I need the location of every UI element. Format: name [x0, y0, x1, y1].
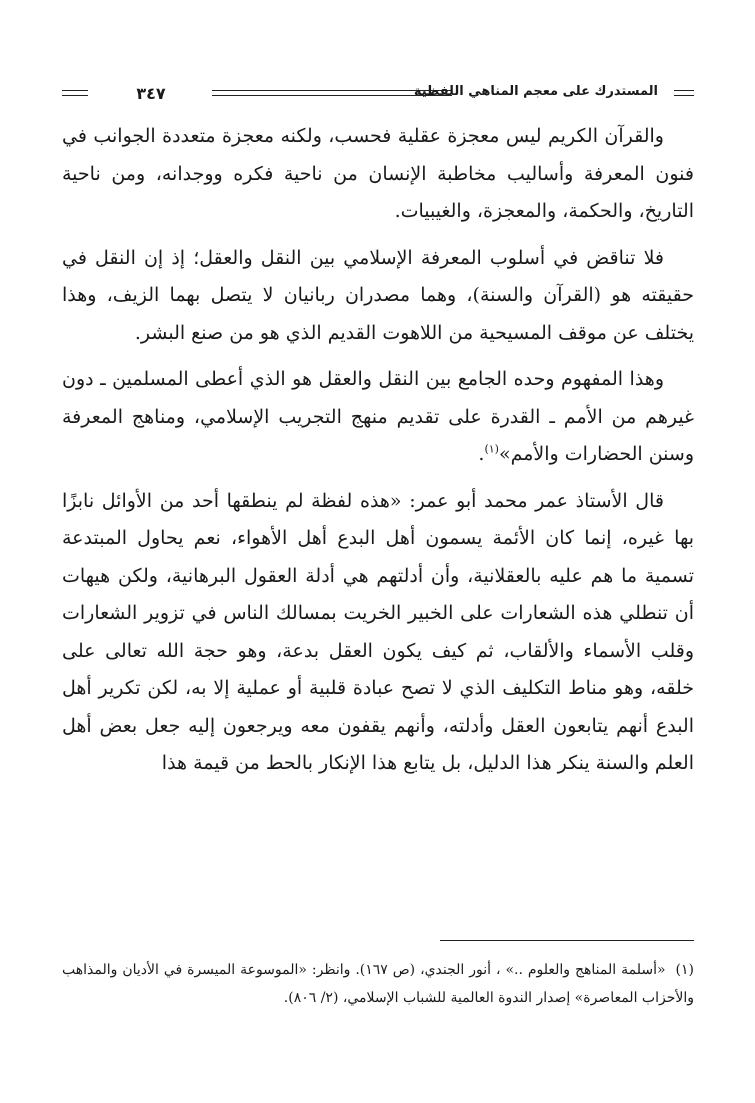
footnote-marker: (١) [675, 962, 694, 978]
footnote-text: «أسلمة المناهج والعلوم ..» ، أنور الجندي، (ص ١٦٧). وانظر: «الموسوعة الميسرة في الأديان والمذاهب والأحزاب المعاصرة» إصدار الندوة العالمية للشباب الإسلامي، (٢/ ٨٠٦). [62, 962, 694, 1006]
paragraph-4: قال الأستاذ عمر محمد أبو عمر: «هذه لفظة لم ينطقها أحد من الأوائل نابزًا بها غيره، إنما كان الأئمة يسمون أهل البدع أهل الأهواء، نعم يحاول المبتدعة تسمية ما هم عليه بالعقلانية، وأن أدلتهم هي أدلة العقول البرهانية، ولكن هيهات أن تنطلي هذه الشعارات على الخبير الخريت بمسالك الناس في تزوير الشعارات وقلب الأسماء والألقاب، ثم كيف يكون العقل بدعة، وهو حجة الله تعالى على خلقه، وهو مناط التكليف الذي لا تصح عبادة قلبية أو عملية إلا به، لكن تكرير أهل البدع أنهم يتابعون العقل وأدلته، وأنهم يقفون معه ويرجعون إليه جعل بعض أهل العلم والسنة ينكر هذا الدليل، بل يتابع هذا الإنكار بالحط من قيمة هذا [62, 489, 694, 774]
running-header [62, 80, 694, 110]
running-title: المستدرك على معجم المناهي اللفظية [413, 84, 658, 99]
footnote [62, 956, 694, 1012]
page-number: ٣٤٧ [136, 84, 166, 103]
paragraph-3-text: وهذا المفهوم وحده الجامع بين النقل والعقل هو الذي أعطى المسلمين ـ دون غيرهم من الأمم ـ القدرة على تقديم منهج التجريب الإسلامي، ومناهج المعرفة وسنن الحضارات والأمم» [62, 368, 694, 465]
paragraph-3 [62, 361, 694, 474]
header-rule-right [674, 90, 694, 96]
footnote-separator [440, 940, 694, 941]
header-rule-left [62, 90, 88, 96]
paragraph-1: والقرآن الكريم ليس معجزة عقلية فحسب، ولكنه معجزة متعددة الجوانب في فنون المعرفة وأساليب مخاطبة الإنسان من ناحية فكره ووجدانه، ومن ناحية التاريخ، والحكمة، والمعجزة، والغيبيات. [62, 125, 694, 222]
paragraph-3-end: . [478, 443, 485, 465]
main-text [62, 118, 694, 783]
footnote-reference[interactable]: (١) [484, 442, 499, 456]
paragraph-2: فلا تناقض في أسلوب المعرفة الإسلامي بين النقل والعقل؛ إذ إن النقل في حقيقته هو (القرآن والسنة)، وهما مصدران ربانيان لا يتصل بهما الزيف، وهذا يختلف عن موقف المسيحية من اللاهوت القديم الذي هو من صنع البشر. [62, 246, 694, 344]
